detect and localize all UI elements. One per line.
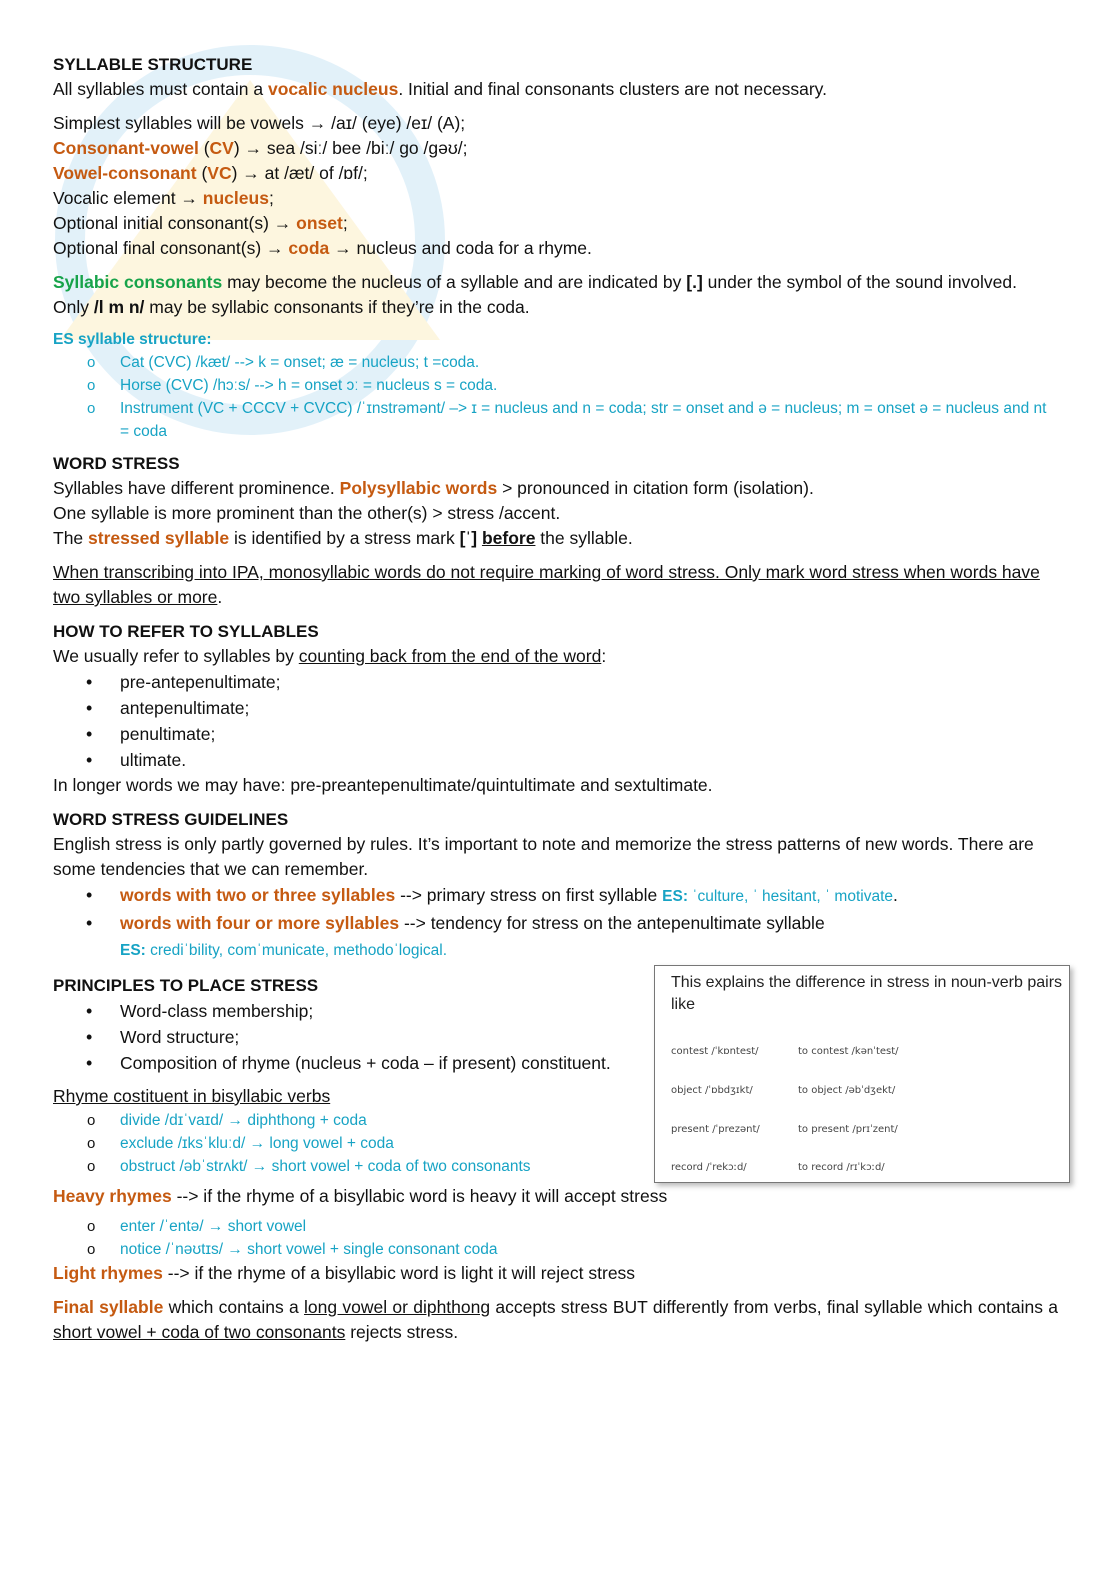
heading-guidelines: WORD STRESS GUIDELINES bbox=[53, 810, 289, 829]
list-item: • pre-antepenultimate; bbox=[53, 669, 1058, 695]
list-item: o obstruct /əbˈstrʌkt/ → short vowel + coda of two consonants bbox=[53, 1155, 1058, 1178]
line: Consonant-vowel (CV) → sea /siː/ bee /biː/ go /gəʊ/; bbox=[53, 138, 468, 158]
paragraph: Final syllable which contains a long vowel or diphthong accepts stress BUT differently from verbs, final syllable which contains a short vowel + coda of two consonants rejects stress. bbox=[53, 1297, 1058, 1342]
paragraph: All syllables must contain a vocalic nucleus. Initial and final consonants clusters are not necessary. bbox=[53, 79, 827, 99]
list-item: o Horse (CVC) /hɔːs/ --> h = onset ɔː = nucleus s = coda. bbox=[53, 374, 1058, 397]
list-item: • Word-class membership; bbox=[53, 998, 1058, 1024]
es-list bbox=[53, 351, 1058, 443]
paragraph: In longer words we may have: pre-preantepenultimate/quintultimate and sextultimate. bbox=[53, 775, 713, 795]
paragraph: English stress is only partly governed by rules. It’s important to note and memorize the stress patterns of new words. There are some tendencies that we can remember. bbox=[53, 834, 1034, 879]
line: Vowel-consonant (VC) → at /æt/ of /ɒf/; bbox=[53, 163, 368, 183]
syllable-list bbox=[53, 669, 1058, 773]
paragraph: Heavy rhymes --> if the rhyme of a bisyllabic word is heavy it will accept stress bbox=[53, 1186, 668, 1206]
heading-principles: PRINCIPLES TO PLACE STRESS bbox=[53, 976, 319, 995]
paragraph: The stressed syllable is identified by a stress mark [ˈ] before the syllable. bbox=[53, 528, 633, 548]
image-caption: This explains the difference in stress in noun-verb pairs like bbox=[671, 974, 1063, 1013]
heading-syllable-structure: SYLLABLE STRUCTURE bbox=[53, 55, 253, 74]
paragraph: When transcribing into IPA, monosyllabic words do not require marking of word stress. Only mark word stress when words have two syllables or more. bbox=[53, 562, 1040, 607]
line: Optional initial consonant(s) → onset; bbox=[53, 213, 348, 233]
es-title: ES syllable structure: bbox=[53, 331, 212, 348]
paragraph: One syllable is more prominent than the other(s) > stress /accent. bbox=[53, 503, 561, 523]
rhyme-title: Rhyme costituent in bisyllabic verbs bbox=[53, 1086, 331, 1106]
list-item: • Composition of rhyme (nucleus + coda – if present) constituent. bbox=[53, 1050, 1058, 1076]
list-item: • words with two or three syllables --> primary stress on first syllable ES: ˈculture, ˈ hesitant, ˈ motivate. bbox=[53, 882, 1058, 910]
noun-verb-pairs-image: This explains the difference in stress in noun-verb pairs like contest /ˈkɒntest/ to contest /kənˈtest/ object /ˈɒbdʒɪkt/ to object /əbˈdʒekt/ present /ˈprezənt/ to present /prɪˈzent/ record /ˈrekɔːd/ to record /rɪˈkɔːd/ bbox=[654, 965, 1070, 1183]
noun-list bbox=[53, 1215, 1058, 1261]
paragraph: We usually refer to syllables by counting back from the end of the word: bbox=[53, 646, 607, 666]
list-item: • ultimate. bbox=[53, 747, 1058, 773]
paragraph: Syllabic consonants may become the nucleus of a syllable and are indicated by [.] under the symbol of the sound involved. bbox=[53, 272, 1018, 292]
list-item: • antepenultimate; bbox=[53, 695, 1058, 721]
list-item: o enter /ˈentə/ → short vowel bbox=[53, 1215, 1058, 1238]
paragraph: Only /l m n/ may be syllabic consonants if they’re in the coda. bbox=[53, 297, 530, 317]
heading-word-stress: WORD STRESS bbox=[53, 454, 180, 473]
paragraph: Light rhymes --> if the rhyme of a bisyllabic word is light it will reject stress bbox=[53, 1263, 636, 1283]
list-item: o notice /ˈnəʊtɪs/ → short vowel + single consonant coda bbox=[53, 1238, 1058, 1261]
list-item: • Word structure; bbox=[53, 1024, 1058, 1050]
list-item: o divide /dɪˈvaɪd/ → diphthong + coda bbox=[53, 1109, 1058, 1132]
list-item: • words with four or more syllables --> tendency for stress on the antepenultimate syllable ES: crediˈbility, comˈmunicate, methodoˈlogical. bbox=[53, 910, 1058, 964]
heading-refer-syllables: HOW TO REFER TO SYLLABLES bbox=[53, 622, 319, 641]
line: Vocalic element → nucleus; bbox=[53, 188, 274, 208]
list-item: o Cat (CVC) /kæt/ --> k = onset; æ = nucleus; t =coda. bbox=[53, 351, 1058, 374]
list-item: • penultimate; bbox=[53, 721, 1058, 747]
line: Simplest syllables will be vowels → /aɪ/ (eye) /eɪ/ (A); bbox=[53, 113, 466, 133]
guideline-list bbox=[53, 882, 1058, 964]
list-item: o exclude /ɪksˈkluːd/ → long vowel + coda bbox=[53, 1132, 1058, 1155]
list-item: o Instrument (VC + CCCV + CVCC) /ˈɪnstrəmənt/ –> ɪ = nucleus and n = coda; str = onset and ə = nucleus; m = onset ə = nucleus and nt = coda bbox=[53, 397, 1058, 443]
line: Optional final consonant(s) → coda → nucleus and coda for a rhyme. bbox=[53, 238, 592, 258]
paragraph: Syllables have different prominence. Polysyllabic words > pronounced in citation form (isolation). bbox=[53, 478, 814, 498]
